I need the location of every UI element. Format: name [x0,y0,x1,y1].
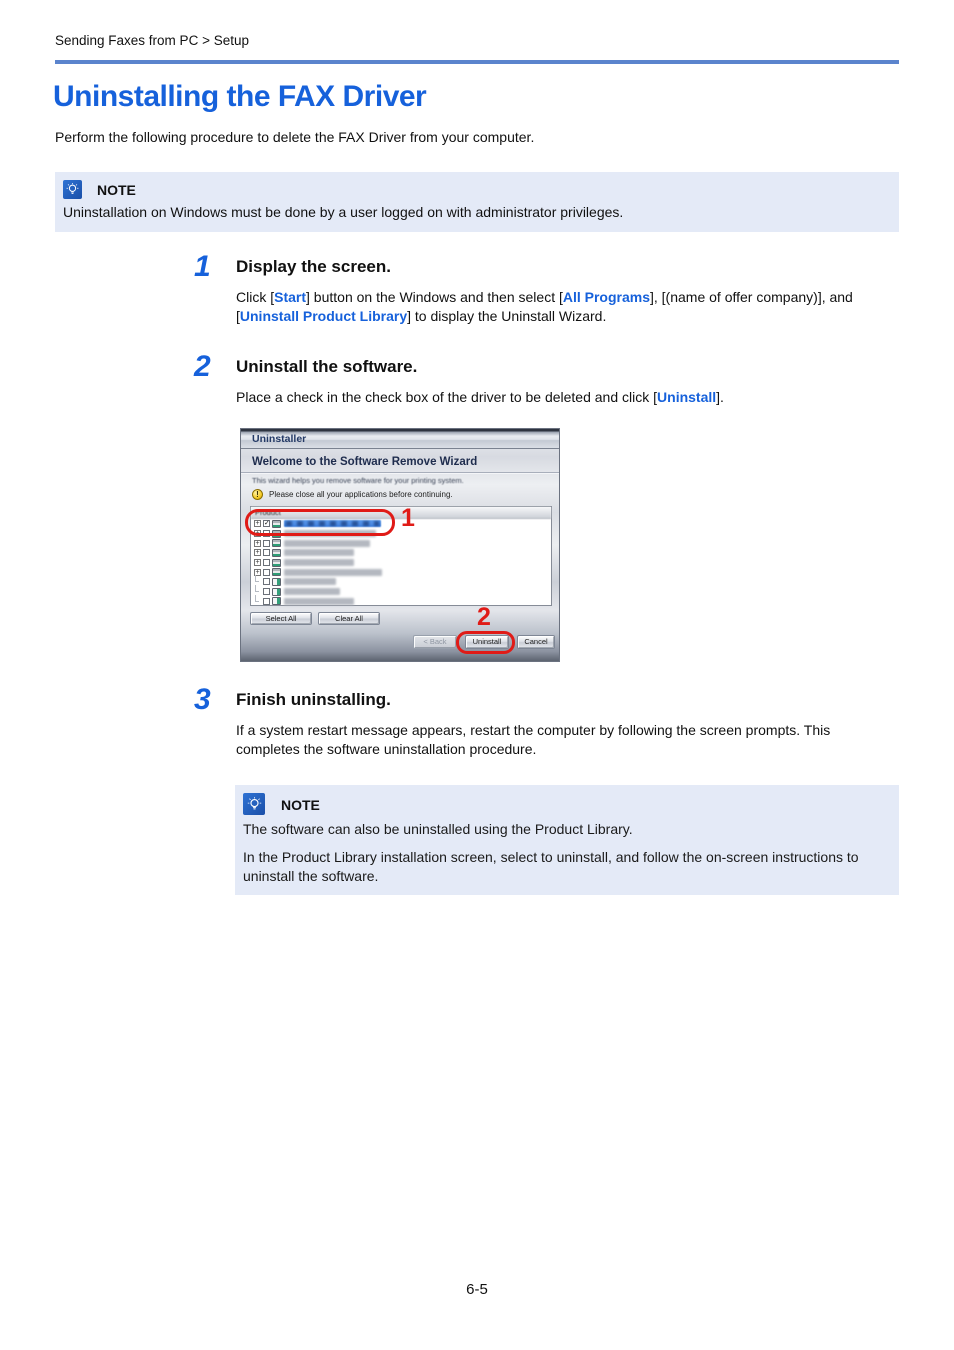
redacted-product-name [284,578,336,585]
select-all-button: Select All [250,612,312,625]
page-number: 6-5 [466,1281,488,1298]
note-bulb-icon [63,180,82,199]
row-checkbox [263,578,270,585]
redacted-product-name [284,569,382,576]
text-segment: ] to display the Uninstall Wizard. [407,308,607,324]
breadcrumb: Sending Faxes from PC > Setup [55,33,249,48]
expand-icon: + [255,539,260,547]
uninstall-button: Uninstall [465,635,509,649]
step-heading-1: Display the screen. [236,257,391,276]
app-icon [272,597,281,605]
step-number-1: 1 [194,250,211,283]
product-tree-row [251,558,551,568]
uninstaller-screenshot [240,428,560,662]
row-checkbox [263,569,270,576]
row-checkbox [263,540,270,547]
uninstaller-titlebar [241,429,559,449]
clear-all-button: Clear All [318,612,380,625]
doc-link[interactable]: Uninstall Product Library [239,308,408,324]
expand-icon: + [255,559,260,567]
note-bulb-icon [243,793,265,815]
product-tree-row [251,548,551,558]
expand-icon: + [255,520,260,528]
expand-icon: + [255,530,260,538]
text-segment: Place a check in the check box of the driver to be deleted and click [ [236,389,658,405]
product-tree-row [251,587,551,597]
step-number-2: 2 [194,350,211,383]
tree-connector [255,595,259,602]
header-rule [55,60,899,64]
uninstaller-window-title: Uninstaller [252,433,307,445]
doc-link[interactable]: Start [274,289,307,305]
redacted-product-name [284,598,354,605]
printer-icon [272,549,281,557]
redacted-product-name [284,559,354,566]
product-tree-row [251,538,551,548]
step-number-3: 3 [194,683,211,716]
text-segment: Click [ [236,289,275,305]
warning-text: Please close all your applications before continuing. [269,490,453,499]
text-segment: ], [(name of offer company)], and [ [236,289,853,324]
tree-connector [255,585,259,592]
printer-icon [272,539,281,547]
text-segment: ]. [716,389,724,405]
row-checkbox [263,588,270,595]
printer-icon [272,559,281,567]
expand-icon: + [255,568,260,576]
step-heading-2: Uninstall the software. [236,357,418,376]
callout-circle-1 [245,509,395,536]
note-box [55,172,899,232]
doc-link[interactable]: Uninstall [657,389,717,405]
product-tree-row [251,597,551,607]
redacted-product-name [284,588,340,595]
wizard-heading: Welcome to the Software Remove Wizard [252,456,478,468]
warning-icon: ! [252,489,263,500]
expand-icon: + [255,549,260,557]
intro-text: Perform the following procedure to delete the FAX Driver from your computer. [55,129,535,145]
wizard-subheading: This wizard helps you remove software for your printing system. [252,476,464,485]
callout-number-2: 2 [477,603,491,631]
printer-icon [272,568,281,576]
product-tree-row [251,567,551,577]
callout-number-1: 1 [401,504,415,532]
note-label: NOTE [97,182,136,198]
step-body-2 [236,388,886,407]
note-box [235,785,899,895]
app-icon [272,578,281,586]
cancel-button: Cancel [517,635,555,649]
row-checkbox [263,559,270,566]
step-body-3 [236,721,886,759]
step-body-1 [236,288,886,326]
redacted-product-name [284,549,354,556]
product-list-header: Product [251,507,551,519]
page-title: Uninstalling the FAX Driver [53,80,427,113]
wizard-divider [241,472,559,474]
product-tree-row [251,577,551,587]
note-text: Uninstallation on Windows must be done by a user logged on with administrator privileges. [63,204,624,220]
redacted-product-name [284,540,370,547]
back-button: < Back [413,635,457,649]
row-checkbox: ✓ [264,520,270,528]
app-icon [272,588,281,596]
callout-circle-2 [456,631,515,654]
doc-link[interactable]: All Programs [562,289,650,305]
note-text: In the Product Library installation screen, select to uninstall, and follow the on-screen instructions to uninstall the software. [243,849,859,884]
note-text: The software can also be uninstalled using the Product Library. [243,821,633,837]
text-segment: If a system restart message appears, restart the computer by following the screen prompts. This completes the software uninstallation procedure. [236,722,831,757]
step-heading-3: Finish uninstalling. [236,690,391,709]
tree-connector [255,575,259,582]
text-segment: ] button on the Windows and then select [ [306,289,563,305]
row-checkbox [263,598,270,605]
row-checkbox [263,549,270,556]
note-label: NOTE [281,797,320,813]
